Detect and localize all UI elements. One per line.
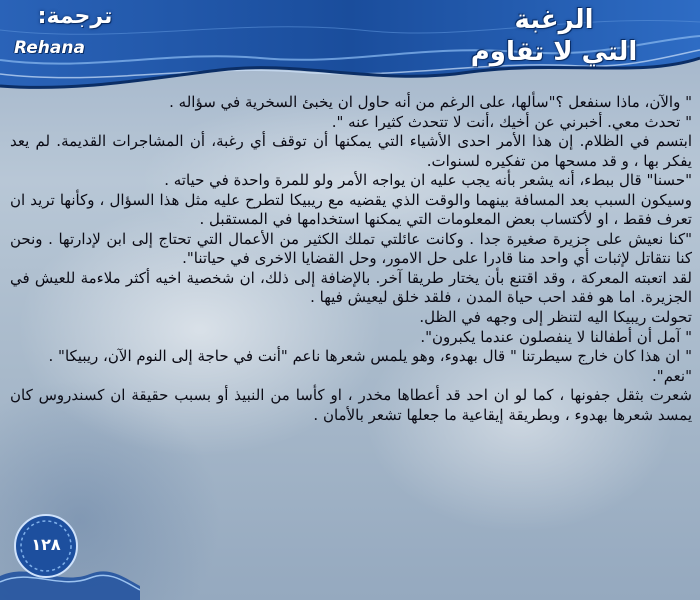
paragraph: تحولت ريبيكا اليه لتنظر إلى وجهه في الظل.	[419, 308, 692, 327]
translation-label: ترجمة:	[37, 4, 113, 29]
title-line-1: الرغبة	[514, 5, 594, 35]
paragraph: "حسنا" قال ببطء، أنه يشعر بأنه يجب عليه ان يواجه الأمر ولو للمرة واحدة في حياته .	[164, 171, 692, 190]
paragraph: لقد اتعبته المعركة ، وقد اقتنع بأن يختار طريقا آخر. بالإضافة إلى ذلك، ان شخصية اخيه أكثر ملاءمة للعيش في الجزيرة. اما هو فقد احب حياة المدن ، فلقد خلق ليعيش فيها .	[10, 268, 692, 307]
paragraph: "نعم".	[652, 366, 692, 385]
paragraph: وسيكون السبب بعد المسافة بينهما والوقت الذي يقضيه مع ريبيكا لتطرح عليه مثل هذا السؤال ، وكأنها تريد ان تعرف فقط ، او لأكتساب بعض المعلومات التي يمكنها استخدامها في المستقبل .	[10, 190, 692, 229]
story-body	[10, 93, 692, 425]
paragraph: " والآن، ماذا سنفعل ؟"سألها، على الرغم من أنه حاول ان يخبئ السخرية في سؤاله .	[169, 93, 692, 111]
paragraph: "كنا نعيش على جزيرة صغيرة جدا . وكانت عائلتي تملك الكثير من الأعمال التي تحتاج إلى ابن لإدارتها . ونحن كنا نتقاتل لإثبات أي واحد منا قادرا على حل الامور، وحل القضايا الاخرى في حياتنا".	[10, 229, 692, 268]
chapter-title	[424, 4, 684, 68]
paragraph: " ان هذا كان خارج سيطرتنا " قال بهدوء، وهو يلمس شعرها ناعم "أنت في حاجة إلى النوم الآن، ريبيكا" .	[48, 347, 692, 366]
page-number: ١٢٨	[31, 535, 61, 554]
paragraph: ابتسم في الظلام. إن هذا الأمر احدى الأشياء التي يمكنها أن توقف أي رغبة، أن المشاجرات القديمة. لم يعد يفكر بها ، و قد مسحها من تفكيره لسنوات.	[10, 132, 692, 170]
paragraph: " آمل أن أطفالنا لا ينفصلون عندما يكبرون".	[420, 327, 692, 346]
paragraph: شعرت بثقل جفونها ، كما لو ان احد قد أعطاها مخدر ، او كأسا من النبيذ أو بسبب حقيقة ان كسندروس كان يمسد شعرها بهدوء ، وبطريقة إيقاعية ما جعلها تشعر بالأمان .	[10, 386, 692, 424]
title-line-2: التي لا تقاوم	[470, 37, 638, 67]
translator-name: Rehana	[14, 38, 85, 58]
page-header	[0, 0, 700, 92]
paragraph: " تحدث معي. أخبرني عن أخيك ،أنت لا تتحدث كثيرا عنه ".	[331, 112, 692, 131]
